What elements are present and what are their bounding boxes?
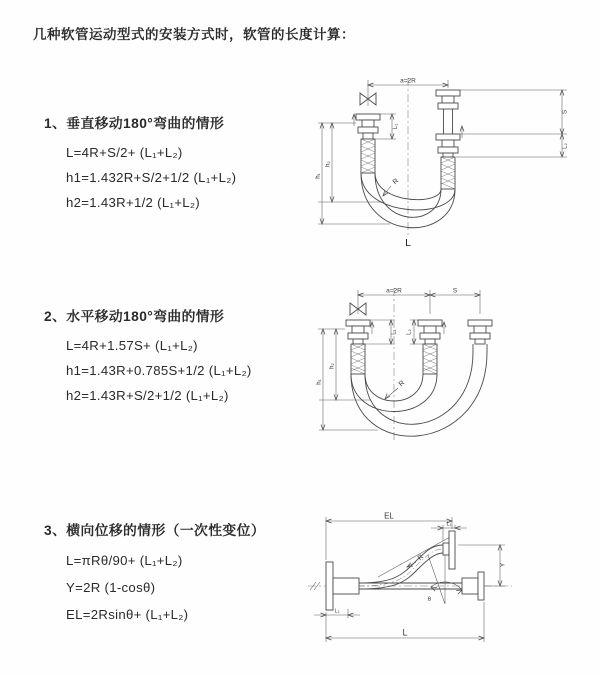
left-braid: [361, 139, 375, 173]
dim-label: h₁: [315, 173, 322, 179]
hose-centerline: [359, 549, 443, 586]
dim-label: h₂: [329, 363, 336, 369]
dim-el: [326, 512, 452, 561]
formula-line: h2=1.43R+1/2 (L₁+L₂): [66, 195, 200, 210]
diagram-vertical-180-bend: [310, 72, 595, 257]
dim-label: L₂: [562, 143, 569, 149]
page-title: 几种软管运动型式的安装方式时，软管的长度计算：: [33, 27, 355, 42]
left-flange: [326, 562, 359, 610]
dim-s-l2: [456, 90, 569, 157]
section-lateral-displacement: [44, 519, 265, 628]
dim-label: S: [452, 287, 458, 295]
hose-curves: [351, 344, 487, 436]
dim-label: h₂: [325, 161, 332, 167]
formula-line: L=4R+S/2+ (L₁+L₂): [66, 145, 183, 160]
formula-line: EL=2Rsinθ+ (L₁+L₂): [66, 607, 189, 622]
dim-label: L₁: [393, 123, 399, 130]
radius-construction-line: [378, 537, 450, 577]
radius-callout: [384, 380, 407, 401]
section-heading: 1、垂直移动180°弯曲的情形: [44, 116, 225, 131]
hose-s-curve: [359, 545, 443, 589]
dim-label: L₂: [406, 329, 413, 335]
formula-line: L=πRθ/90+ (L₁+L₂): [66, 553, 183, 568]
section-heading: 2、水平移动180°弯曲的情形: [44, 309, 225, 324]
formula-line: L=4R+1.57S+ (L₁+L₂): [66, 338, 198, 353]
length-label: L: [405, 237, 411, 249]
dim-label: L₁: [334, 608, 340, 615]
dim-label: L₁: [391, 329, 398, 335]
formula-line: h1=1.432R+S/2+1/2 (L₁+L₂): [66, 170, 237, 185]
angle-label: θ: [427, 597, 431, 603]
right-fitting: [436, 90, 460, 157]
right-fitting: [468, 320, 492, 344]
middle-braid: [423, 344, 437, 374]
dim-label: a=2R: [400, 77, 416, 85]
diagram-lateral-displacement: [300, 505, 595, 655]
radius-label: R: [397, 379, 407, 389]
length-label: L: [402, 627, 408, 638]
radius-label: R: [416, 553, 426, 563]
section-horizontal-movement: [44, 305, 252, 408]
dim-label: Y: [499, 562, 507, 568]
dim-label: h₁: [316, 379, 323, 385]
left-fitting: [346, 320, 370, 344]
dim-label: EL: [384, 511, 394, 521]
left-fitting: [356, 114, 380, 139]
dim-l1-bottom: [314, 609, 360, 619]
dim-s: [430, 288, 480, 315]
dim-h1: [316, 123, 391, 224]
radius-label: R: [391, 177, 401, 187]
formula-line: h2=1.43R+S/2+1/2 (L₁+L₂): [66, 388, 229, 403]
dim-label: a=2R: [386, 287, 402, 295]
right-flange: [462, 572, 484, 600]
angle-construction: [428, 549, 463, 604]
dim-label: L₁: [446, 521, 452, 528]
formula-line: Y=2R (1-cosθ): [66, 580, 156, 595]
dim-label: S: [561, 109, 569, 115]
formula-line: h1=1.43R+0.785S+1/2 (L₁+L₂): [66, 363, 252, 378]
section-vertical-movement: [44, 112, 236, 215]
diagram-horizontal-180-bend: [312, 282, 597, 467]
section-heading: 3、横向位移的情形（一次性变位）: [44, 523, 266, 538]
dim-l: [326, 602, 484, 642]
middle-fitting: [418, 320, 442, 344]
left-braid: [351, 344, 365, 374]
right-braid: [441, 157, 455, 189]
